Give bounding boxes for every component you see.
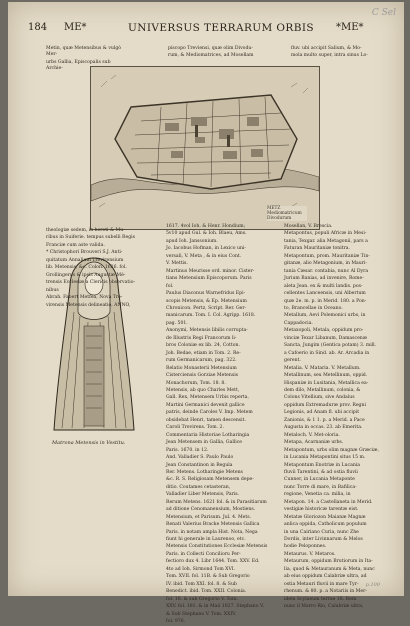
text-line: Metin, quæ Metensibus & vulgò Mer- <box>46 46 122 58</box>
text-line: Metallum, Aevi Polemonici urbs, in <box>284 313 366 319</box>
text-line: tania Cæsar. contabia, nunc Al Dyra <box>284 268 369 274</box>
text-line: tania, Texgar. alia Metagonii, pars a <box>284 238 368 244</box>
text-line: vinciæ Texar Libanum, Damascenæ <box>284 335 368 341</box>
text-line: 5v10 apud Gul. & Ioh. Blaeu, Ams. <box>166 231 247 237</box>
text-line: * Christophori Brouveri S.J. Anti- <box>46 250 123 256</box>
text-line: & Sub Stephano V. Tom. XXIV. <box>166 611 237 617</box>
text-line: nunc Torre di mare, in Bafilica- <box>284 484 357 490</box>
text-line: Anonymi, Metensis libilis corrupta- <box>166 328 248 334</box>
top-right-text <box>291 46 373 61</box>
text-line: Augusta in occas. 23. ab Emerita. <box>284 425 363 431</box>
text-line: versali, V. Meta , & in eius Cont. <box>166 253 242 259</box>
text-line: ribus in Suiferie. tempus subelli Regis <box>46 235 135 241</box>
page-signature: p.100 <box>365 582 380 588</box>
text-line: Jean Constantinon in Regula <box>166 462 233 468</box>
column-middle <box>166 224 278 626</box>
text-line: Metallinum, seu Metellinum, oppid. <box>284 373 368 379</box>
text-line: Paris. in Collecti Concilioru Per- <box>166 551 241 557</box>
text-line: Benedict. ibid. Tom. XXII. Colonia. <box>166 589 247 595</box>
text-line: rum, & Mediomatrices, ad Mosellam <box>168 53 254 59</box>
text-line: Metalia. V. Mataria. V. Metallum. <box>284 365 361 371</box>
text-line: hodie Peloponnes. <box>284 544 327 550</box>
text-line: Colons Vitellium, sive Andalus <box>284 395 355 401</box>
text-line: ad ditione Cenomanensium, Mostiens. <box>166 507 256 513</box>
top-center-text <box>168 46 268 61</box>
text-line: rum Germanicarum, pag. 322. <box>166 358 237 364</box>
text-line: quæ 2e. m. p. in Merid. 180. a Pon- <box>284 298 367 304</box>
text-line: fol. 16. & sub Gregorio V. Tom. <box>166 596 238 602</box>
text-line: quitatum Annalium Trevirensium <box>46 257 124 263</box>
text-line: dem dilo, Metallinum, colonia, & <box>284 387 361 393</box>
map-cartouche-line: Divodurum <box>267 216 292 221</box>
text-line: tians Metensium Episcoporum. Paris <box>166 276 252 282</box>
text-line: And. Valladier S. Paulo Paulo <box>166 455 234 461</box>
text-line: ditio. Coutames cetasteran, <box>166 484 231 490</box>
text-line: bros Coloniæ ex lib. 24, Cotton. <box>166 343 240 349</box>
text-line: Metapontum Enotriæ in Lucania <box>284 462 361 468</box>
text-line: de Illustris Regi Francorum li- <box>166 335 237 341</box>
text-line: Metaloch. V. Met-oloria. <box>284 432 340 438</box>
running-head-title: UNIVERSUS TERRARUM ORBIS <box>128 22 314 34</box>
text-line: urbs Gallia, Episcopalis sub Archie- <box>46 59 111 72</box>
map-cartouche <box>267 206 307 221</box>
map-cartouche-line: METZ <box>267 206 281 211</box>
text-line: pag. 501. <box>166 320 188 326</box>
text-line: lia, quod & Metauranum & Meta, nunc <box>284 566 375 572</box>
text-line: &c. R. S. Religiosam Metensem depe- <box>166 477 254 483</box>
running-head-right: *ME* <box>336 22 364 33</box>
map-cartouche-line: Mediomatricum <box>267 211 302 216</box>
text-line: Metapon. 14. a Castellaneta in Merid. <box>284 499 373 505</box>
text-line: fluv. ubi accipit Salium, & Mo- <box>291 46 362 51</box>
text-line: Caroli Trevirens. Tom. 2. <box>166 425 224 431</box>
text-line: patris, deinde Caroles V. Imp. Metem <box>166 410 253 416</box>
text-line: Gall. Rex, Metensem Urbis reperta, <box>166 395 249 401</box>
text-line: Rer. Metens. Lotharingie Metens <box>166 469 243 475</box>
text-line: Grollingerus & ipsis Augustæ Mé- <box>46 272 126 278</box>
text-line: manicarum. Tom. I. Col. Agripp. 1618. <box>166 313 256 319</box>
text-line: 1617. 4vol Ioh. & Henr. Hondium; <box>166 224 246 229</box>
column-left <box>46 228 146 310</box>
text-line: Renati Valerius Bracke Metensis Gallica <box>166 522 260 528</box>
text-line: Relatio Monasterii Metensium <box>166 365 237 371</box>
text-line: ostia Metauri fluvii in mare Tyr- <box>284 581 359 587</box>
text-line: nibus <box>46 287 59 293</box>
text-line: Metaurum, oppidum Brutiorum in Ita- <box>284 559 373 565</box>
text-line: Abrah. Fabert Metfea, Nova Tre- <box>46 295 123 301</box>
text-line: nunc il Marro Rio, Calabriæ ultra, <box>284 604 364 610</box>
text-line: Cunner, in Lucania Metaponte <box>284 477 355 483</box>
text-line: Metaurus. V. Metaros. <box>284 551 336 557</box>
text-line: IV. ibid. Tom XXI. fol. 8. & Sub <box>166 581 237 587</box>
text-line: Metatæ Gloriozon Maianæ Magnæ <box>284 514 366 520</box>
text-line: Commentaria Historiae Lotharingia <box>166 432 250 438</box>
text-line: Jurium Banias, ad invenire, Rome- <box>284 276 364 282</box>
column-right <box>284 224 392 612</box>
text-line: scopis Metensis, & Ep. Metensium <box>166 298 247 304</box>
text-line: Metensis, ab quo Charles Mett, <box>166 387 240 393</box>
city-map-engraving <box>90 66 320 230</box>
text-line: Hispaniæ in Lusitania, Metallica ea- <box>284 380 369 386</box>
text-line: fol. <box>166 283 174 289</box>
text-line: in Lucania Metapontini situs 15 m. <box>284 455 366 461</box>
page-number: 184 <box>28 22 48 33</box>
text-line: trensis Ecclesiæ a Clericis observatio- <box>46 280 136 286</box>
text-line: Metensium, et Parisum. Jul. 4. Mets. <box>166 514 252 520</box>
text-line: Metapa, Acarnaniæ urbs. <box>284 440 344 446</box>
text-line: cellentes Lanceensis, uni Albertum <box>284 291 366 297</box>
text-line: Martinus Meurisse ord. minor. Cister- <box>166 268 255 274</box>
text-line: Paulus Diaconus Warnefridus Epi- <box>166 291 246 297</box>
pencil-annotation: C Sel <box>371 8 396 18</box>
text-line: piscopo Treviensi, quæ olim Divodu- <box>168 46 253 51</box>
text-line: fluvii Tarentini, & ad ostia fluvii <box>284 469 358 475</box>
text-line: Joh. Bedae, etiam in Tom. 2. Re- <box>166 350 241 356</box>
book-page <box>8 2 404 625</box>
text-line: Chronicon. Pertz, Script. Rer. Ger- <box>166 305 247 311</box>
text-line: gitanæ, alio Metagonium, in Mauri- <box>284 261 367 267</box>
text-line: mola multo super, intra sinus Lo- <box>291 53 368 59</box>
text-line: fectioro dux 4. Libr 1644. Tom. XXV. Ed. <box>166 559 260 565</box>
text-line: oppidum Extremaduræ prov. Regni <box>284 402 366 408</box>
text-line: Legionis, ad Anam fl. ubi accipit <box>284 410 360 416</box>
text-line: fiunt hi generale in Laurenoo, etc. <box>166 537 246 543</box>
text-line: regione, Venetia ca. milia, in <box>284 492 351 498</box>
text-line: Paris. in notam ampla Hist. Nota, Nega <box>166 529 258 535</box>
text-line: Metensis Constitutiones Ecclesiæ Metensis <box>166 544 268 550</box>
text-line: Jo. Iacobus Hofman, in Lexico uni- <box>166 246 246 252</box>
text-line: Metapontum, urbs olim magnæ Græciæ, <box>284 447 379 453</box>
text-line: lib. Metensis, &c. Colon. 1626. fol. <box>46 265 127 271</box>
text-line: Faturan Mauritaniæ tonitra. <box>284 246 350 252</box>
text-line: Metapontus, populi Africæ in Mesi- <box>284 231 367 237</box>
text-line: Zanionis, & 1 1. p. a Merid. a Pace <box>284 417 365 423</box>
text-line: Franciæ cum aste valida. <box>46 242 105 248</box>
running-head-left: ME* <box>64 22 87 33</box>
text-line: gerent. <box>284 358 301 364</box>
text-line: fol. 976. <box>166 619 186 625</box>
text-line: aleta Jean. ex & multi landis. pos- <box>284 283 363 289</box>
text-line: Martini Germanici devenit gallice <box>166 402 245 408</box>
text-line: XXV. fol. 181. & in Maii 1627. Stephano V. <box>166 604 264 610</box>
text-line: Cappadocia. <box>284 320 313 326</box>
text-line: Paris. 1670. in 12. <box>166 447 209 453</box>
text-line: anlica oppida, Catholicum populum <box>284 522 367 528</box>
text-line: Metaxopoli, Metala, oppidum pro- <box>284 328 364 334</box>
text-line: Tom. XVII. fol. 11B. & Sub Gregorio <box>166 574 250 580</box>
text-line: Rerum Metens. 1621 fol. & in Parasitiarum <box>166 499 267 505</box>
text-line: Sancta, Jungim (Gentica potam) 3. mill. <box>284 343 377 349</box>
text-line: V. Mettis. <box>166 261 188 267</box>
text-line: Jean Metensem in Gallia, Gallice <box>166 440 243 446</box>
text-line: to, Brancellae in Oceano. <box>284 305 343 311</box>
text-line: Mosellan, V. Brescia. <box>284 224 333 229</box>
text-line: theologiæ sedem, in hereti & Mu- <box>46 228 125 233</box>
text-line: vestigiæ historicæ tarentæ eist. <box>284 507 359 513</box>
text-line: Valladier Liber Metensis, Paris. <box>166 492 240 498</box>
text-line: a Cafoerio in Sind. ab. Ar. Arcadia in <box>284 350 370 356</box>
text-line: ab eius oppidum Calabriæ ultra, ad <box>284 574 367 580</box>
text-line: Metapontum, prom. Mauritaniæ Tin- <box>284 253 370 259</box>
text-line: Dordis, inter Livinnarum & Melos <box>284 537 363 543</box>
text-line: obsidebat Henri, tamen descensit. <box>166 417 246 423</box>
text-line: Monachorum, Tom. 18. 8. <box>166 380 226 386</box>
figure-caption: Matrona Metensis in Vestitu. <box>52 440 126 446</box>
text-line: Cisterciensis Gorziae Metensis <box>166 373 239 379</box>
text-line: idem Scylaeum terrae 18. Item <box>284 596 357 602</box>
text-line: 4to ad Ioh. Sirmond Tom XVI. <box>166 566 236 572</box>
text-line: apud Ioh. Janssonium. <box>166 238 218 244</box>
text-line: virensis Metensis delineatio, ANNO, <box>46 302 131 308</box>
text-line: in una Cairiano Curia, nunc Zhe <box>284 529 359 535</box>
text-line: rhenum. & 80. p. a Notariis in Mer- <box>284 589 367 595</box>
map-drawing <box>91 67 319 229</box>
